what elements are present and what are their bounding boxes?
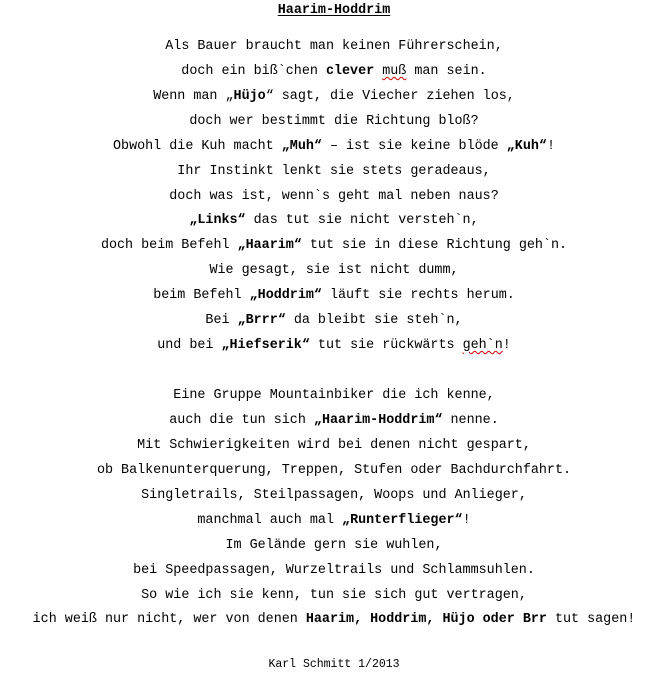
emphasis-word: „Hiefserik“ <box>221 338 310 353</box>
line-text: ich weiß nur nicht, wer von denen <box>32 612 306 627</box>
line-text: Wenn man „ <box>153 89 234 104</box>
line-text: Im Gelände gern sie wuhlen, <box>225 538 443 553</box>
line-text: Wie gesagt, sie ist nicht dumm, <box>209 263 459 278</box>
line-text: Ihr Instinkt lenkt sie stets geradeaus, <box>177 164 491 179</box>
emphasis-word: „Kuh“ <box>506 139 547 154</box>
poem-line <box>0 188 668 206</box>
poem-line <box>0 337 668 355</box>
spellcheck-word: muß <box>382 64 407 79</box>
line-text: nenne. <box>442 413 499 428</box>
line-text: man sein. <box>406 64 487 79</box>
emphasis-word: „Hoddrim“ <box>249 288 322 303</box>
line-text: ! <box>462 513 471 528</box>
line-text: das tut sie nicht versteh`n, <box>245 213 479 228</box>
line-text: Bei <box>205 313 238 328</box>
emphasis-word: „Links“ <box>189 213 246 228</box>
emphasis-word: Hüjo <box>233 89 266 104</box>
line-text: läuft sie rechts herum. <box>321 288 515 303</box>
poem-line <box>0 512 668 530</box>
poem-line <box>0 312 668 330</box>
line-text: Mit Schwierigkeiten wird bei denen nicht gespart, <box>137 438 531 453</box>
poem-line <box>0 237 668 255</box>
line-text: da bleibt sie steh`n, <box>285 313 463 328</box>
line-text: doch beim Befehl <box>100 238 238 253</box>
poem-line <box>0 88 668 106</box>
author-signature: Karl Schmitt 1/2013 <box>268 658 400 671</box>
emphasis-word: „Runterflieger“ <box>342 513 463 528</box>
line-text: beim Befehl <box>153 288 250 303</box>
line-text: bei Speedpassagen, Wurzeltrails und Schlammsuhlen. <box>133 563 535 578</box>
spellcheck-word: geh`n <box>462 338 503 353</box>
emphasis-word: „Muh“ <box>281 139 322 154</box>
line-text: Obwohl die Kuh macht <box>113 139 282 154</box>
line-text <box>374 64 382 79</box>
poem-line <box>0 138 668 156</box>
line-text: ! <box>502 338 511 353</box>
poem-line <box>0 537 668 555</box>
line-text: ! <box>546 139 555 154</box>
line-text: – ist sie keine blöde <box>321 139 507 154</box>
line-text: tut sie in diese Richtung geh`n. <box>301 238 568 253</box>
poem-line <box>0 437 668 455</box>
line-text: manchmal auch mal <box>197 513 343 528</box>
line-text: Eine Gruppe Mountainbiker die ich kenne, <box>173 388 495 403</box>
poem-line <box>0 387 668 405</box>
line-text: tut sie rückwärts <box>309 338 463 353</box>
line-text: ob Balkenunterquerung, Treppen, Stufen oder Bachdurchfahrt. <box>96 463 572 478</box>
emphasis-word: „Brrr“ <box>237 313 286 328</box>
line-text: “ sagt, die Viecher ziehen los, <box>265 89 515 104</box>
poem-line <box>0 611 668 629</box>
line-text: doch wer bestimmt die Richtung bloß? <box>189 114 479 129</box>
line-text: tut sagen! <box>546 612 636 627</box>
poem-line <box>0 412 668 430</box>
poem-line <box>0 462 668 480</box>
line-text: doch was ist, wenn`s geht mal neben naus? <box>169 189 499 204</box>
poem-line <box>0 287 668 305</box>
poem-line <box>0 487 668 505</box>
poem-line <box>0 212 668 230</box>
poem-line <box>0 38 668 56</box>
line-text: Als Bauer braucht man keinen Führerschein, <box>165 39 503 54</box>
line-text: und bei <box>157 338 222 353</box>
emphasis-word: „Haarim“ <box>237 238 302 253</box>
emphasis-word: „Haarim-Hoddrim“ <box>313 413 443 428</box>
poem-line <box>0 163 668 181</box>
poem-line <box>0 262 668 280</box>
line-text: So wie ich sie kenn, tun sie sich gut vertragen, <box>141 588 527 603</box>
emphasis-word: clever <box>325 64 375 79</box>
line-text: Singletrails, Steilpassagen, Woops und Anlieger, <box>141 488 527 503</box>
poem-line <box>0 562 668 580</box>
poem-title: Haarim-Hoddrim <box>277 3 391 18</box>
poem-line <box>0 587 668 605</box>
poem-line <box>0 113 668 131</box>
line-text: auch die tun sich <box>169 413 314 428</box>
poem-line <box>0 63 668 81</box>
emphasis-word: Haarim, Hoddrim, Hüjo oder Brr <box>305 612 547 627</box>
line-text: doch ein biß`chen <box>181 64 326 79</box>
